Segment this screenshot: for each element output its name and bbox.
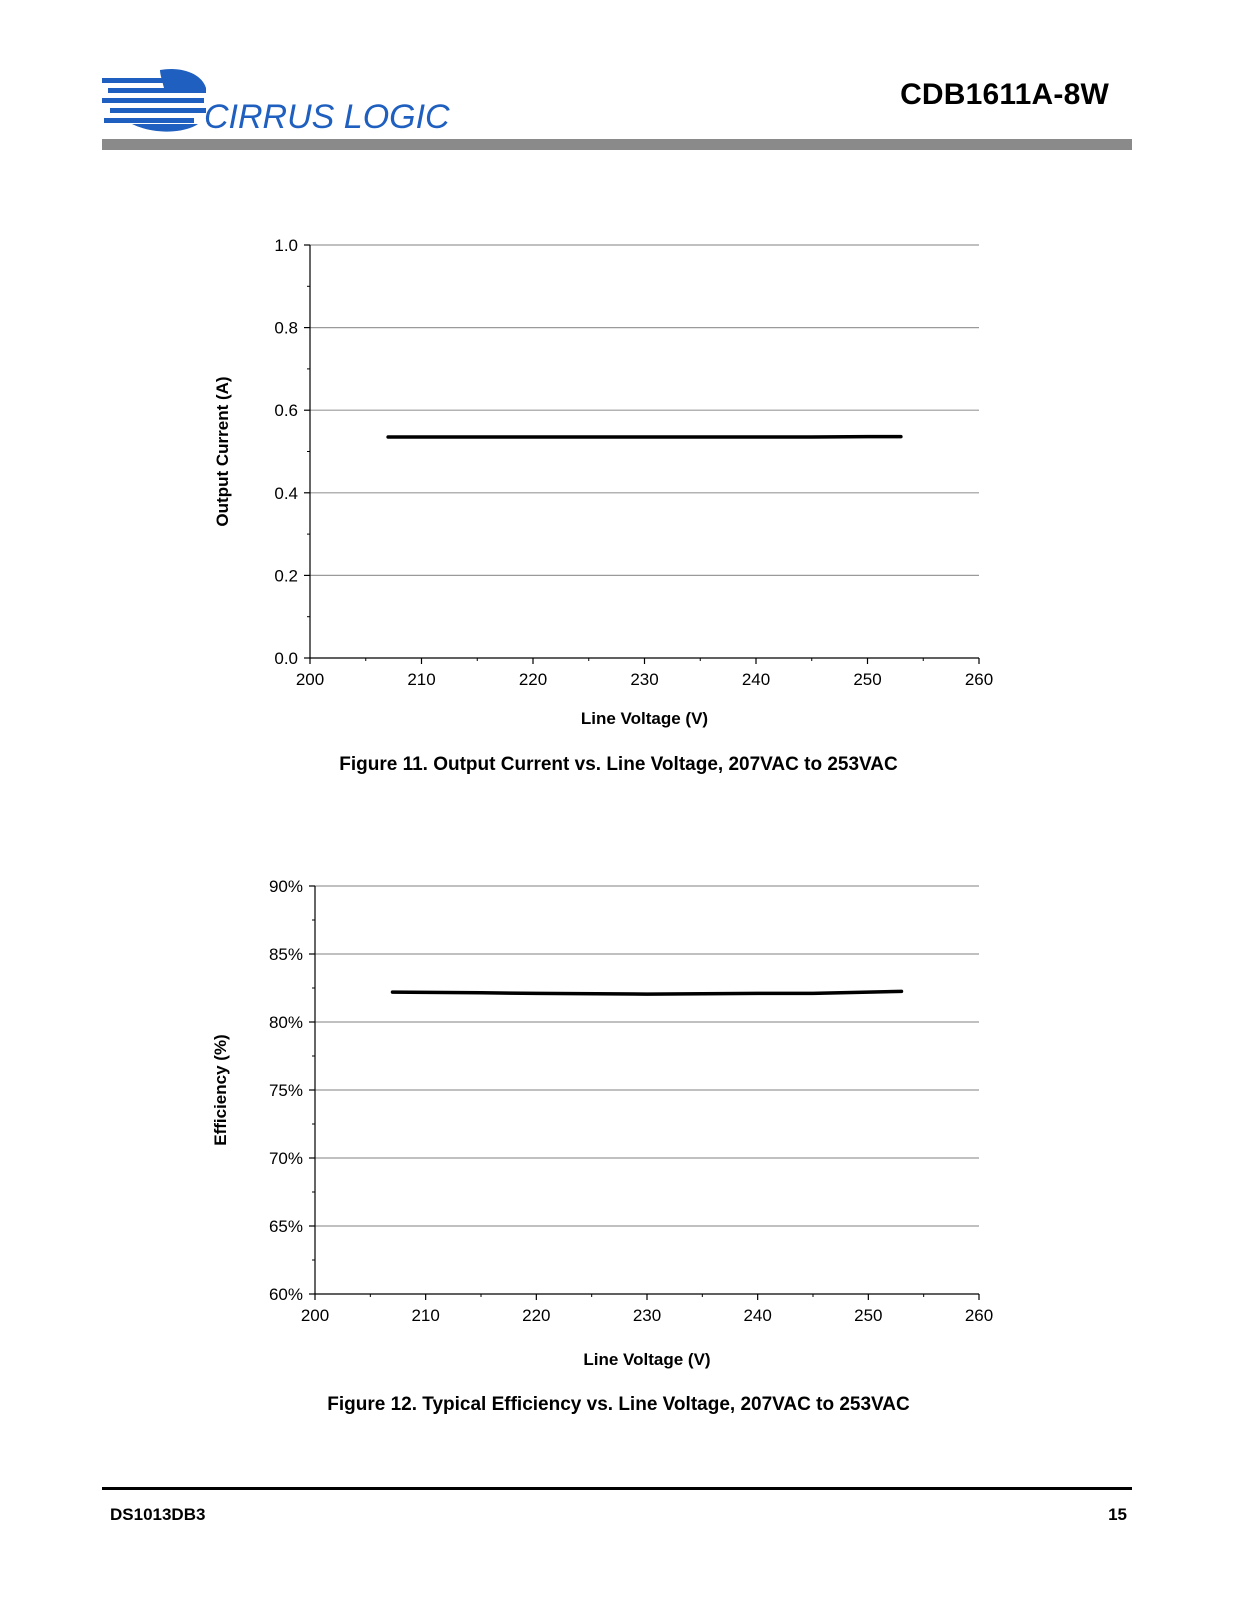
- y-tick-label: 60%: [268, 1285, 303, 1304]
- x-tick-label: 250: [854, 1306, 883, 1325]
- x-tick-label: 240: [741, 670, 771, 689]
- x-axis-title: Line Voltage (V): [580, 709, 709, 728]
- x-tick-label: 250: [853, 670, 882, 689]
- y-tick-label: 0.0: [274, 649, 298, 668]
- page-number: 15: [1108, 1505, 1127, 1524]
- x-tick-label: 240: [743, 1306, 772, 1325]
- series-line: [393, 991, 902, 994]
- footer-rule: [102, 1487, 1132, 1490]
- y-tick-label: 65%: [268, 1217, 303, 1236]
- x-tick-label: 210: [411, 1306, 440, 1325]
- document-number: DS1013DB3: [110, 1505, 206, 1524]
- document-title: CDB1611A-8W: [900, 78, 1109, 111]
- y-tick-label: 70%: [268, 1149, 303, 1168]
- figure-12-caption: Figure 12. Typical Efficiency vs. Line Voltage, 207VAC to 253VAC: [327, 1394, 910, 1415]
- x-tick-label: 260: [964, 670, 994, 689]
- x-tick-label: 200: [295, 670, 325, 689]
- x-tick-label: 220: [522, 1306, 551, 1325]
- logo-wordmark: CIRRUS LOGIC: [204, 98, 450, 136]
- figure-11-caption: Figure 11. Output Current vs. Line Voltage, 207VAC to 253VAC: [339, 754, 898, 775]
- y-tick-label: 75%: [268, 1081, 303, 1100]
- x-tick-label: 200: [300, 1306, 330, 1325]
- y-tick-label: 0.6: [274, 401, 298, 421]
- y-axis-title: Efficiency (%): [211, 1034, 230, 1146]
- y-axis-title: Output Current (A): [213, 376, 232, 527]
- x-tick-label: 230: [632, 1306, 662, 1325]
- y-tick-label: 80%: [268, 1013, 303, 1032]
- x-axis-title: Line Voltage (V): [583, 1350, 711, 1369]
- y-tick-label: 1.0: [274, 236, 298, 255]
- x-tick-label: 230: [630, 670, 659, 689]
- y-tick-label: 90%: [268, 877, 303, 896]
- x-tick-label: 260: [964, 1306, 994, 1325]
- x-tick-label: 220: [518, 670, 548, 689]
- x-tick-label: 210: [407, 670, 436, 689]
- y-tick-label: 0.2: [274, 566, 298, 586]
- y-tick-label: 0.4: [274, 483, 298, 503]
- y-tick-label: 85%: [268, 945, 303, 964]
- y-tick-label: 0.8: [274, 318, 298, 338]
